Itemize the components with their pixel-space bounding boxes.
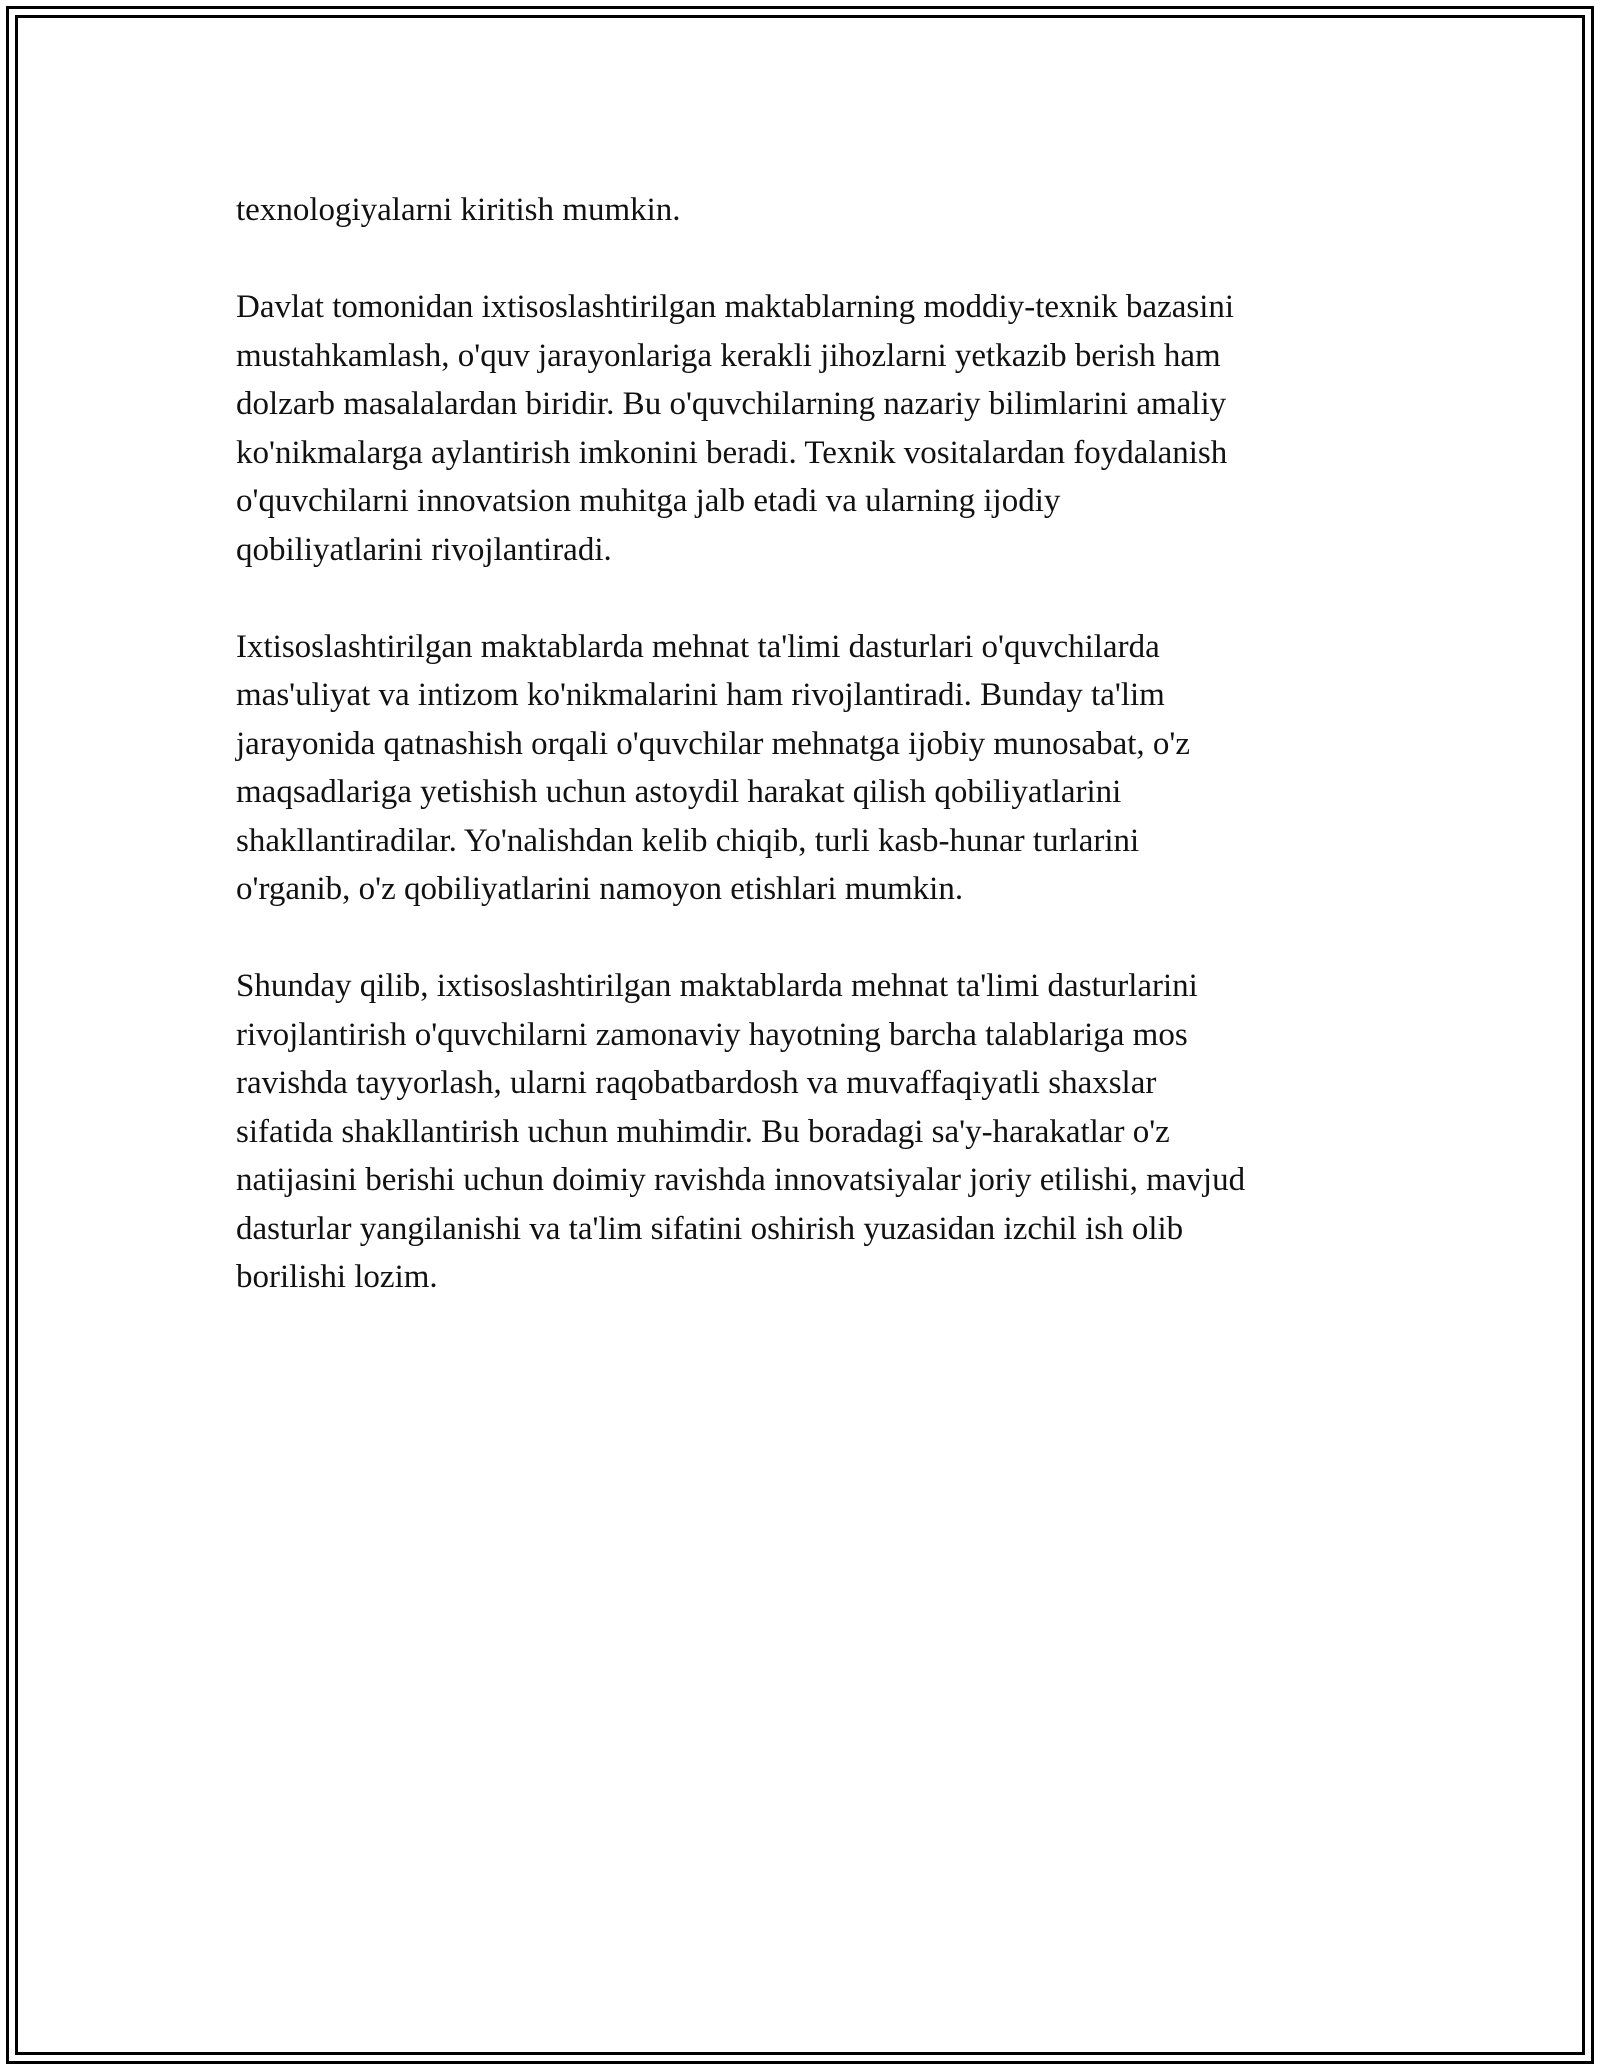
paragraph-2: Davlat tomonidan ixtisoslashtirilgan maktablarning moddiy-texnik bazasini mustahkamlash, o'quv jarayonlariga kerakli jihozlarni yetkazib berish ham dolzarb masalalardan biridir. Bu o'quvchilarning nazariy bilimlarini amaliy ko'nikmalarga aylantirish imkonini beradi. Texnik vositalardan foydalanish o'quvchilarni innovatsion muhitga jalb etadi va ularning ijodiy qobiliyatlarini rivojlantiradi.	[236, 289, 1235, 568]
paragraph-3: Ixtisoslashtirilgan maktablarda mehnat ta'limi dasturlari o'quvchilarda mas'uliyat va intizom ko'nikmalarini ham rivojlantiradi. Bunday ta'lim jarayonida qatnashish orqali o'quvchilar mehnatga ijobiy munosabat, o'z maqsadlariga yetishish uchun astoydil harakat qilish qobiliyatlarini shakllantiradilar. Yo'nalishdan kelib chiqib, turli kasb-hunar turlarini o'rganib, o'z qobiliyatlarini namoyon etishlari mumkin.	[236, 628, 1190, 907]
paragraph-1: texnologiyalarni kiritish mumkin.	[236, 192, 681, 228]
document-body	[236, 186, 1386, 1350]
paragraph-4: Shunday qilib, ixtisoslashtirilgan maktablarda mehnat ta'limi dasturlarini rivojlantirish o'quvchilarni zamonaviy hayotning barcha talablariga mos ravishda tayyorlash, ularni raqobatbardosh va muvaffaqiyatli shaxslar sifatida shakllantirish uchun muhimdir. Bu boradagi sa'y-harakatlar o'z natijasini berishi uchun doimiy ravishda innovatsiyalar joriy etilishi, mavjud dasturlar yangilanishi va ta'lim sifatini oshirish yuzasidan izchil ish olib borilishi lozim.	[236, 968, 1246, 1295]
